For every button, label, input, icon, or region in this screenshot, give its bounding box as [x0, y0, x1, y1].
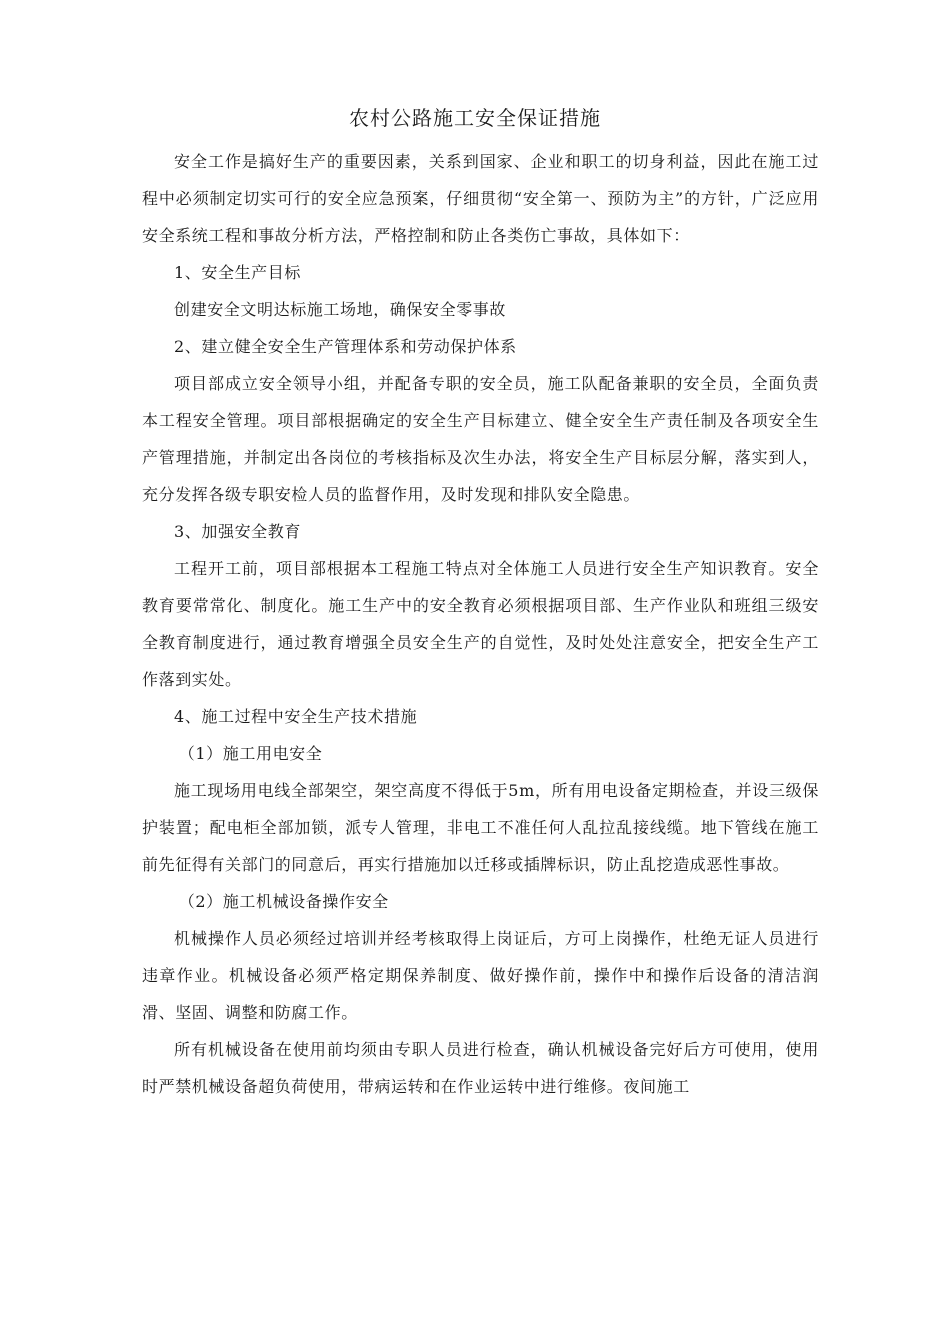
- section-heading-safety-education: 3、加强安全教育: [174, 522, 301, 541]
- body-paragraph: 所有机械设备在使用前均须由专职人员进行检查，确认机械设备完好后方可使用，使用时严禁机械设备超负荷使用，带病运转和在作业运转中进行维修。夜间施工: [142, 1040, 819, 1096]
- body-paragraph: 机械操作人员必须经过培训并经考核取得上岗证后，方可上岗操作，杜绝无证人员进行违章作业。机械设备必须严格定期保养制度、做好操作前，操作中和操作后设备的清洁润滑、坚固、调整和防腐工作。: [142, 929, 819, 1022]
- body-paragraph: 项目部成立安全领导小组，并配备专职的安全员，施工队配备兼职的安全员，全面负责本工程安全管理。项目部根据确定的安全生产目标建立、健全安全生产责任制及各项安全生产管理措施，并制定出各岗位的考核指标及次生办法，将安全生产目标层分解，落实到人，充分发挥各级专职安检人员的监督作用，及时发现和排队安全隐患。: [142, 374, 819, 504]
- section-heading-technical-measures: 4、施工过程中安全生产技术措施: [174, 707, 418, 726]
- section-heading-safety-goal: 1、安全生产目标: [174, 263, 301, 282]
- body-paragraph: 施工现场用电线全部架空，架空高度不得低于5m，所有用电设备定期检查，并设三级保护装置；配电柜全部加锁，派专人管理，非电工不准任何人乱拉乱接线缆。地下管线在施工前先征得有关部门的同意后，再实行措施加以迁移或插牌标识，防止乱挖造成恶性事故。: [142, 781, 819, 874]
- document-title: 农村公路施工安全保证措施: [349, 106, 601, 130]
- subsection-heading-machinery: （2）施工机械设备操作安全: [178, 892, 389, 911]
- intro-paragraph: 安全工作是搞好生产的重要因素，关系到国家、企业和职工的切身利益，因此在施工过程中必须制定切实可行的安全应急预案，仔细贯彻“安全第一、预防为主”的方针，广泛应用安全系统工程和事故分析方法，严格控制和防止各类伤亡事故，具体如下：: [142, 152, 819, 245]
- body-paragraph: 工程开工前，项目部根据本工程施工特点对全体施工人员进行安全生产知识教育。安全教育要常常化、制度化。施工生产中的安全教育必须根据项目部、生产作业队和班组三级安全教育制度进行，通过教育增强全员安全生产的自觉性，及时处处注意安全，把安全生产工作落到实处。: [142, 559, 819, 689]
- subsection-heading-electricity: （1）施工用电安全: [178, 744, 323, 763]
- document-body: [142, 143, 819, 1105]
- section-heading-management-system: 2、建立健全安全生产管理体系和劳动保护体系: [174, 337, 517, 356]
- body-paragraph: 创建安全文明达标施工场地，确保安全零事故: [174, 300, 507, 319]
